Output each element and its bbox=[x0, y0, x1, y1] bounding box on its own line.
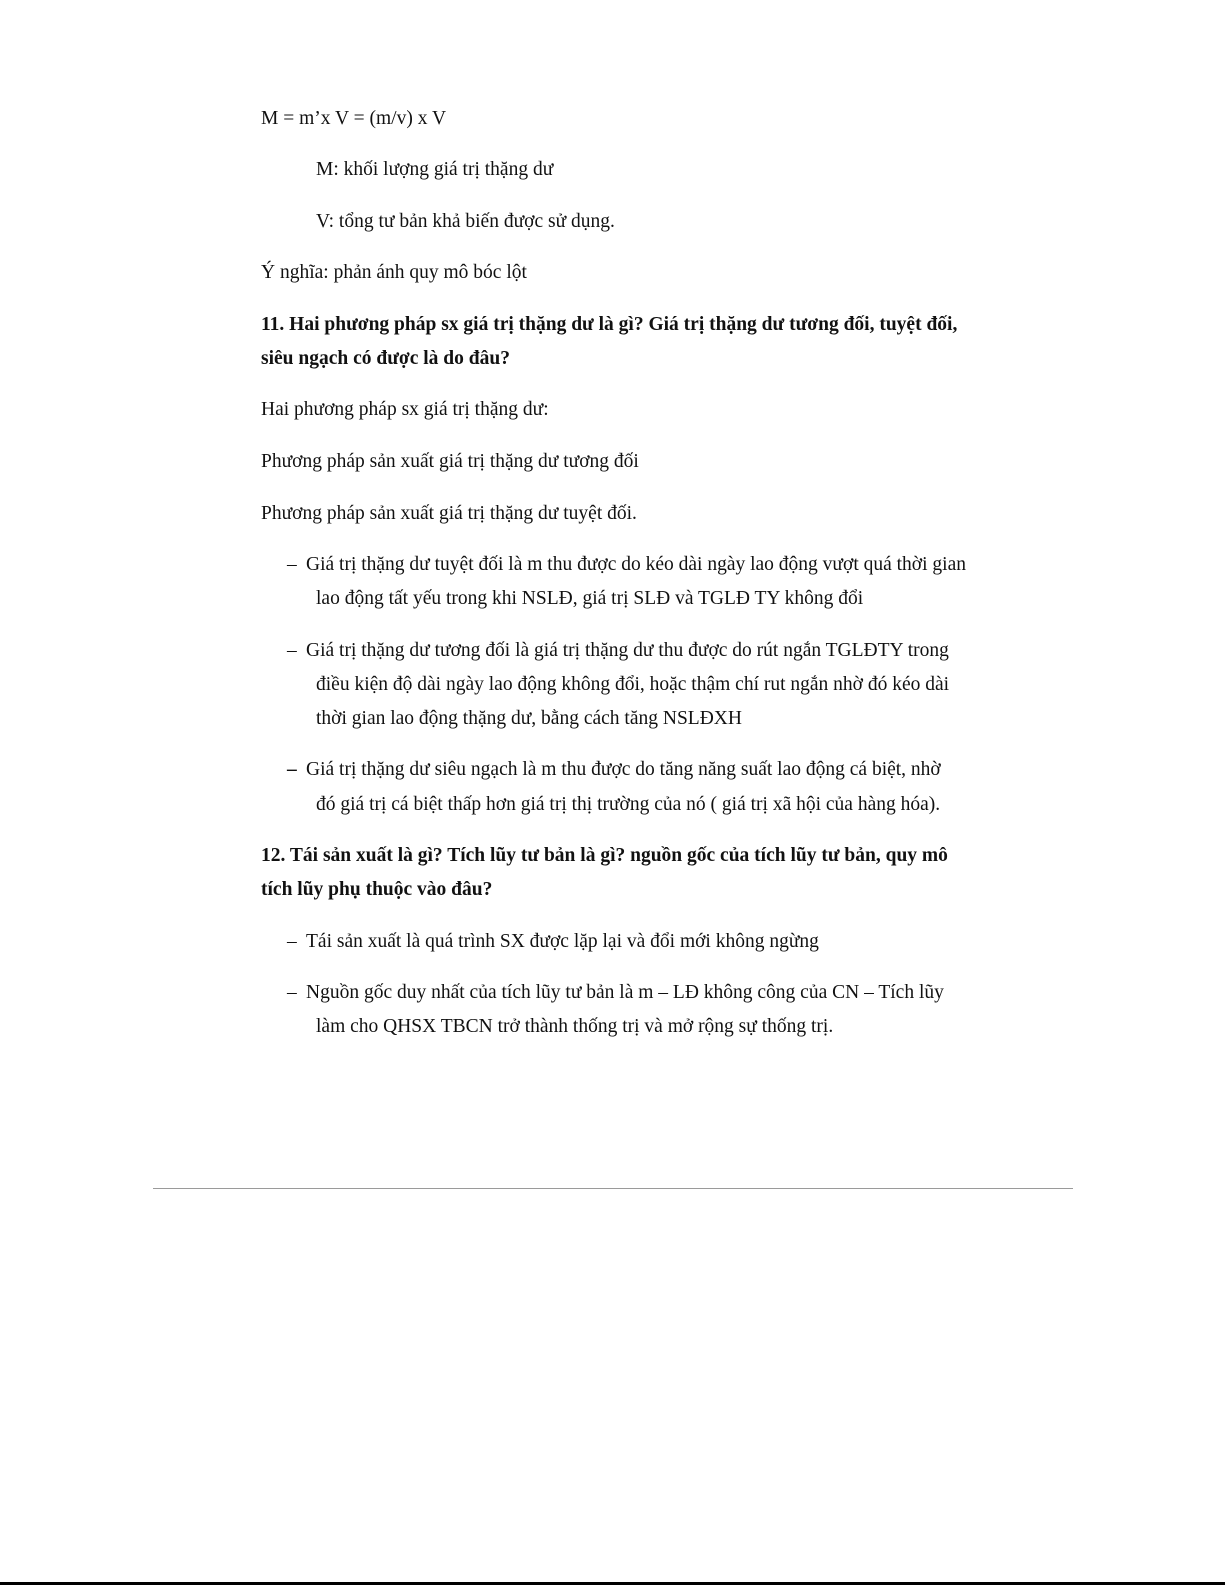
bullet-absolute-line-1: Giá trị thặng dư tuyệt đối là m thu được do kéo dài ngày lao động vượt quá thời gian bbox=[306, 554, 966, 575]
question-12-line-1: 12. Tái sản xuất là gì? Tích lũy tư bản là gì? nguồn gốc của tích lũy tư bản, quy mô bbox=[261, 845, 948, 866]
question-11-line-2: siêu ngạch có được là do đâu? bbox=[261, 348, 510, 369]
bullet-origin-line-1: Nguồn gốc duy nhất của tích lũy tư bản là m – LĐ không công của CN – Tích lũy bbox=[306, 982, 944, 1003]
bullet-dash: – bbox=[287, 640, 297, 661]
bullet-relative-line-1: Giá trị thặng dư tương đối là giá trị thặng dư thu được do rút ngắn TGLĐTY trong bbox=[306, 640, 949, 661]
bullet-absolute-line-2: lao động tất yếu trong khi NSLĐ, giá trị SLĐ và TGLĐ TY không đổi bbox=[316, 588, 864, 609]
question-11-line-1: 11. Hai phương pháp sx giá trị thặng dư là gì? Giá trị thặng dư tương đối, tuyệt đối, bbox=[261, 314, 958, 335]
bullet-dash: – bbox=[287, 931, 297, 952]
bullet-dash: – bbox=[287, 554, 297, 575]
methods-intro: Hai phương pháp sx giá trị thặng dư: bbox=[261, 399, 549, 420]
formula-line: M = m’x V = (m/v) x V bbox=[261, 108, 447, 129]
question-12-line-2: tích lũy phụ thuộc vào đâu? bbox=[261, 879, 493, 900]
bullet-reproduction: Tái sản xuất là quá trình SX được lặp lại và đổi mới không ngừng bbox=[306, 931, 819, 952]
meaning-line: Ý nghĩa: phản ánh quy mô bóc lột bbox=[261, 262, 527, 283]
bullet-origin-line-2: làm cho QHSX TBCN trở thành thống trị và mở rộng sự thống trị. bbox=[316, 1016, 834, 1037]
bullet-relative-line-3: thời gian lao động thặng dư, bằng cách tăng NSLĐXH bbox=[316, 708, 742, 729]
method-relative: Phương pháp sản xuất giá trị thặng dư tương đối bbox=[261, 451, 639, 472]
bullet-relative-line-2: điều kiện độ dài ngày lao động không đổi, hoặc thậm chí rut ngắn nhờ đó kéo dài bbox=[316, 674, 950, 695]
bullet-super-line-2: đó giá trị cá biệt thấp hơn giá trị thị trường của nó ( giá trị xã hội của hàng hóa). bbox=[316, 794, 941, 815]
bullet-dash: – bbox=[287, 759, 297, 780]
definition-v: V: tổng tư bản khả biến được sử dụng. bbox=[316, 211, 615, 232]
page-divider bbox=[153, 1188, 1073, 1189]
method-absolute: Phương pháp sản xuất giá trị thặng dư tuyệt đối. bbox=[261, 503, 637, 524]
bullet-dash: – bbox=[287, 982, 297, 1003]
definition-m: M: khối lượng giá trị thặng dư bbox=[316, 159, 554, 180]
bullet-super-line-1: Giá trị thặng dư siêu ngạch là m thu được do tăng năng suất lao động cá biệt, nhờ bbox=[306, 759, 941, 780]
